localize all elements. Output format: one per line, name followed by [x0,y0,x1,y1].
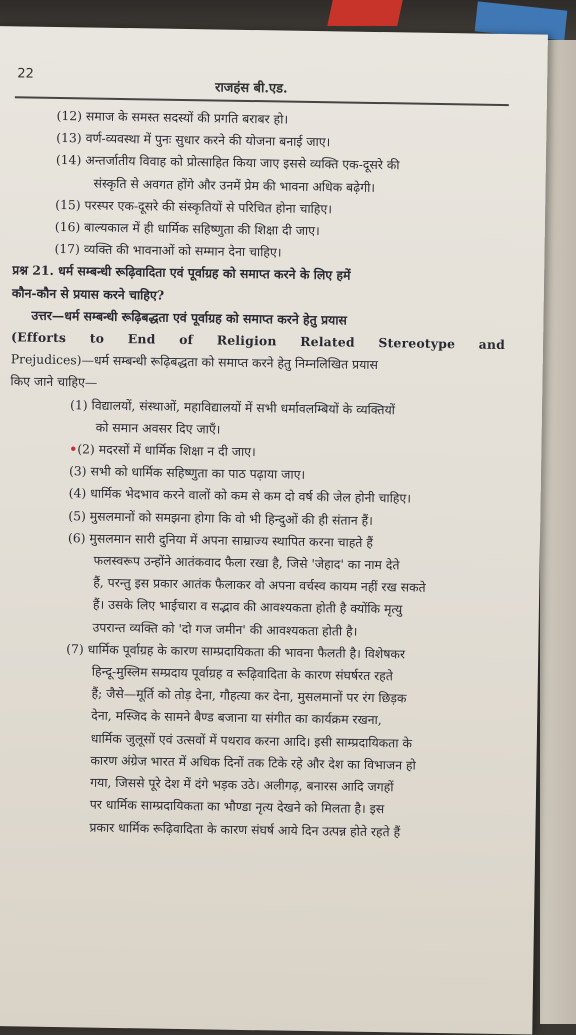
list-item-continuation: धार्मिक जुलूसों एवं उत्सवों में पथराव करना आदि। इसी साम्प्रदायिकता के [90,730,413,751]
list-item-continuation: फलस्वरूप उन्होंने आतंकवाद फैला रखा है, जिसे 'जेहाद' का नाम देते [93,552,400,573]
running-header: राजहंस बी.एड. [214,80,288,97]
list-item-continuation: को समान अवसर दिए जाएँ। [95,419,221,437]
list-item: (14) अन्तर्जातीय विवाह को प्रोत्साहित किया जाए इससे व्यक्ति एक-दूसरे की [55,152,400,173]
list-item-continuation: कारण अंग्रेज भारत में अधिक दिनों तक टिके रहे और देश का विभाजन हो [90,752,416,773]
page-number: 22 [17,66,34,82]
list-item: •(2) मदरसों में धार्मिक शिक्षा न दी जाए। [69,441,256,460]
book-page [0,26,548,1035]
list-item: (4) धार्मिक भेदभाव करने वालों को कम से कम दो वर्ष की जेल होनी चाहिए। [68,485,412,507]
list-item-continuation: देना, मस्जिद के सामने बैण्ड बजाना या संगीत का कार्यक्रम रखना, [91,708,382,728]
body-text [3,104,508,844]
list-item-continuation: संस्कृति से अवगत होंगे और उनमें प्रेम की भावना अधिक बढ़ेगी। [93,175,376,195]
list-item: (12) समाज के समस्त सदस्यों की प्रगति बराबर हो। [56,107,289,127]
list-item-continuation: प्रकार धार्मिक रूढ़िवादिता के कारण संघर्ष आये दिन उत्पन्न होते रहते हैं [89,819,401,839]
list-item: (7) धार्मिक पूर्वाग्रह के कारण साम्प्रदायिकता की भावना फैलती है। विशेषकर [66,641,406,662]
answer-english-heading: (Efforts to End of Religion Related Stereotype and [11,329,506,353]
list-item-continuation: उपरान्त व्यक्ति को 'दो गज जमीन' की आवश्यकता होती है। [92,619,358,639]
list-item: (5) मुसलमानों को समझना होगा कि वो भी हिन्दुओं की ही संतान हैं। [68,507,373,528]
list-item-continuation: हैं। उसके लिए भाईचारा व सद्भाव की आवश्यकता होती है क्योंकि मृत्यु [92,597,403,617]
answer-text: किए जाने चाहिए— [10,373,98,391]
list-item: (1) विद्यालयों, संस्थाओं, महाविद्यालयों में सभी धर्मावलम्बियों के व्यक्तियों [69,396,396,417]
list-item-continuation: हैं, परन्तु इस प्रकार आतंक फैलाकर वो अपना वर्चस्व कायम नहीं रख सकते [93,574,426,596]
answer-intro: उत्तर—धर्म सम्बन्धी रूढ़िबद्धता एवं पूर्वाग्रह को समाप्त करने हेतु प्रयास [31,307,347,328]
list-item: (17) व्यक्ति की भावनाओं को सम्मान देना चाहिए। [54,241,282,260]
list-item-continuation: हिन्दू-मुस्लिम सम्प्रदाय पूर्वाग्रह व रूढ़िवादिता के कारण संघर्षरत रहते [91,663,393,684]
list-item: (15) परस्पर एक-दूसरे की संस्कृतियों से परिचित होना चाहिए। [55,196,333,217]
red-book-tab [327,0,403,26]
question-heading-cont: कौन-कौन से प्रयास करने चाहिए? [11,284,165,303]
list-item-continuation: हैं; जैसे—मूर्ति को तोड़ देना, गौहत्या कर देना, मुसलमानों पर रंग छिड़क [91,685,407,706]
page-content [10,66,525,839]
list-item: (16) बाल्यकाल में ही धार्मिक सहिष्णुता की शिक्षा दी जाए। [54,218,320,239]
pen-mark-icon: • [69,441,78,457]
question-heading: प्रश्न 21. धर्म सम्बन्धी रूढ़िवादिता एवं पूर्वाग्रह को समाप्त करने के लिए हमें [12,262,351,284]
list-item-continuation: गया, जिससे पूरे देश में दंगे भड़क उठे। अलीगढ़, बनारस आदि जगहों [90,774,394,795]
list-item: (6) मुसलमान सारी दुनिया में अपना साम्राज्य स्थापित करना चाहते हैं [67,530,374,550]
list-item: (13) वर्ण-व्यवस्था में पुनः सुधार करने की योजना बनाई जाए। [56,130,331,150]
list-item: (3) सभी को धार्मिक सहिष्णुता का पाठ पढ़ाया जाए। [68,463,306,483]
answer-text: Prejudices)—धर्म सम्बन्धी रूढ़िबद्धता को समाप्त करने हेतु निम्नलिखित प्रयास [10,351,379,373]
list-item-continuation: पर धार्मिक साम्प्रदायिकता का भौण्डा नृत्य देखने को मिलता है। इस [89,796,385,817]
